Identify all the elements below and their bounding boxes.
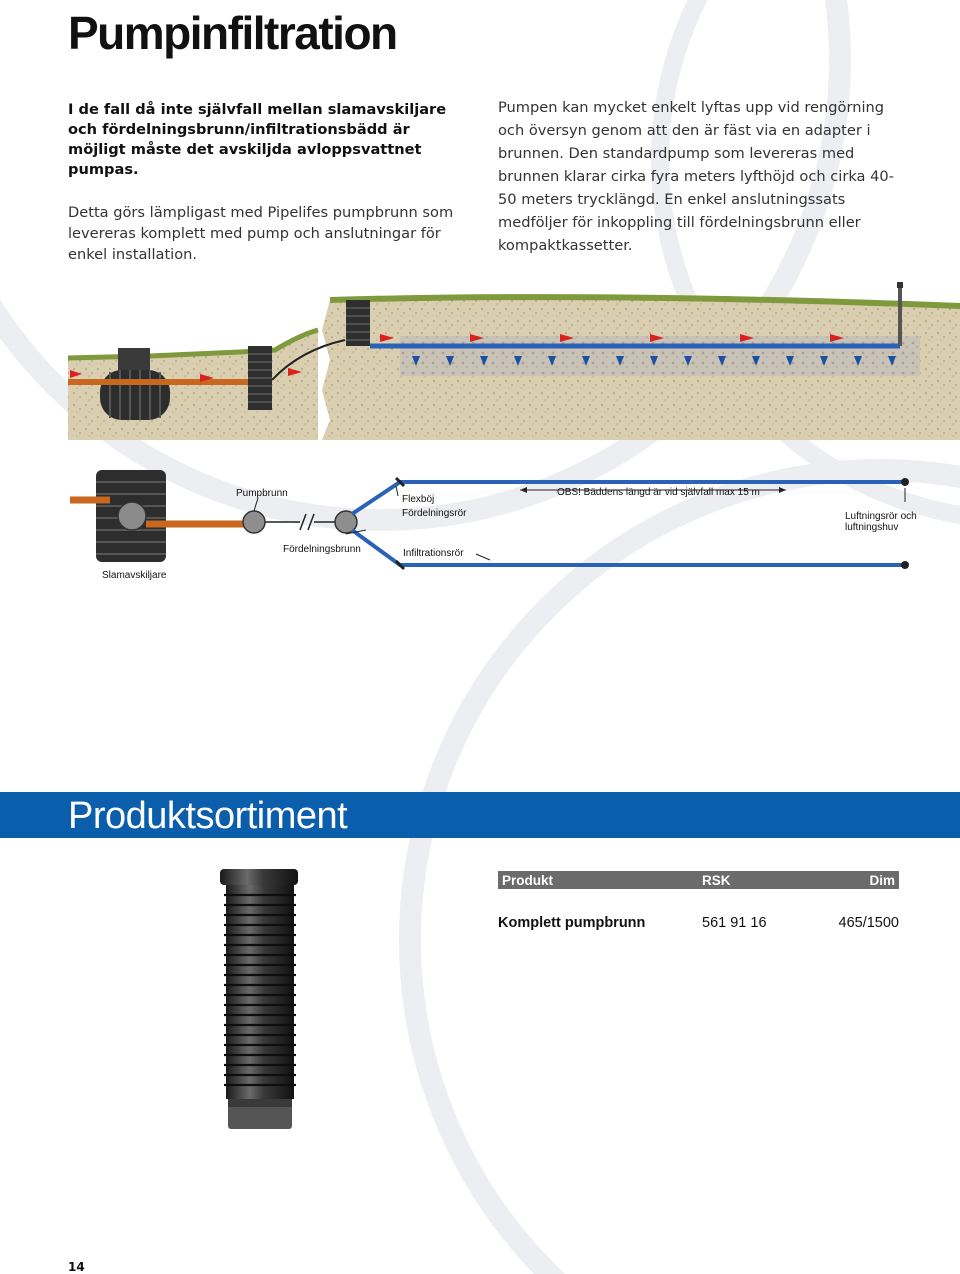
intro-left-column — [68, 100, 458, 265]
septic-tank-schematic — [96, 470, 166, 562]
table-row — [498, 889, 899, 931]
product-table-header — [498, 871, 899, 889]
system-schematic — [0, 460, 960, 590]
label-obs: OBS! Bäddens längd är vid självfall max 15 m — [557, 487, 760, 498]
pipe-end-icon — [901, 561, 909, 569]
label-pumpbrunn: Pumpbrunn — [236, 488, 288, 499]
row-rsk: 561 91 16 — [702, 915, 767, 931]
row-product: Komplett pumpbrunn — [498, 915, 646, 931]
label-flexboj: Flexböj — [402, 494, 435, 505]
pipe-break-mark — [300, 514, 314, 530]
pump-well — [248, 346, 272, 410]
infiltration-bed — [400, 336, 920, 376]
label-fordelningsbrunn: Fördelningsbrunn — [283, 544, 361, 555]
label-fordelningsror: Fördelningsrör — [402, 508, 467, 519]
page-number: 14 — [68, 1260, 85, 1274]
product-section-banner — [0, 792, 960, 838]
header-dim: Dim — [816, 871, 899, 889]
vent-cap — [897, 282, 903, 288]
intro-right-column: Pumpen kan mycket enkelt lyftas upp vid rengörning och översyn genom att den är fäst via en adapter i brunnen. Den standardpump som levereras med brunnen klarar cirka fyra meters lyfthöjd och cirka 40-50 meters trycklängd. En enkel anslutningssats medföljer för inkoppling till fördelningsbrunn eller kompaktkassetter. — [498, 99, 894, 254]
intro-bold-lead: I de fall då inte självfall mellan slamavskiljare och fördelningsbrunn/infiltrationsbädd är möjligt måste det avskiljda avloppsvattnet pumpas. — [68, 101, 447, 178]
product-section-title: Produktsortiment — [68, 795, 348, 837]
distribution-well — [346, 300, 370, 346]
installation-illustration — [0, 270, 960, 455]
page-title: Pumpinfiltration — [68, 7, 397, 59]
label-slamavskiljare: Slamavskiljare — [102, 570, 167, 581]
pump-well-photo — [214, 865, 304, 1133]
header-product: Produkt — [498, 871, 702, 889]
row-dim: 465/1500 — [838, 915, 899, 931]
label-luftning-line1: Luftningsrör och — [845, 511, 917, 522]
pump-well-schematic — [243, 511, 265, 533]
label-infiltrationsror: Infiltrationsrör — [403, 548, 464, 559]
header-rsk: RSK — [702, 871, 816, 889]
product-table — [498, 871, 899, 931]
intro-normal-text: Detta görs lämpligast med Pipelifes pumpbrunn som levereras komplett med pump och anslutningar för enkel installation. — [68, 204, 454, 263]
pipe-end-icon — [901, 478, 909, 486]
label-luftning-line2: luftningshuv — [845, 522, 899, 533]
